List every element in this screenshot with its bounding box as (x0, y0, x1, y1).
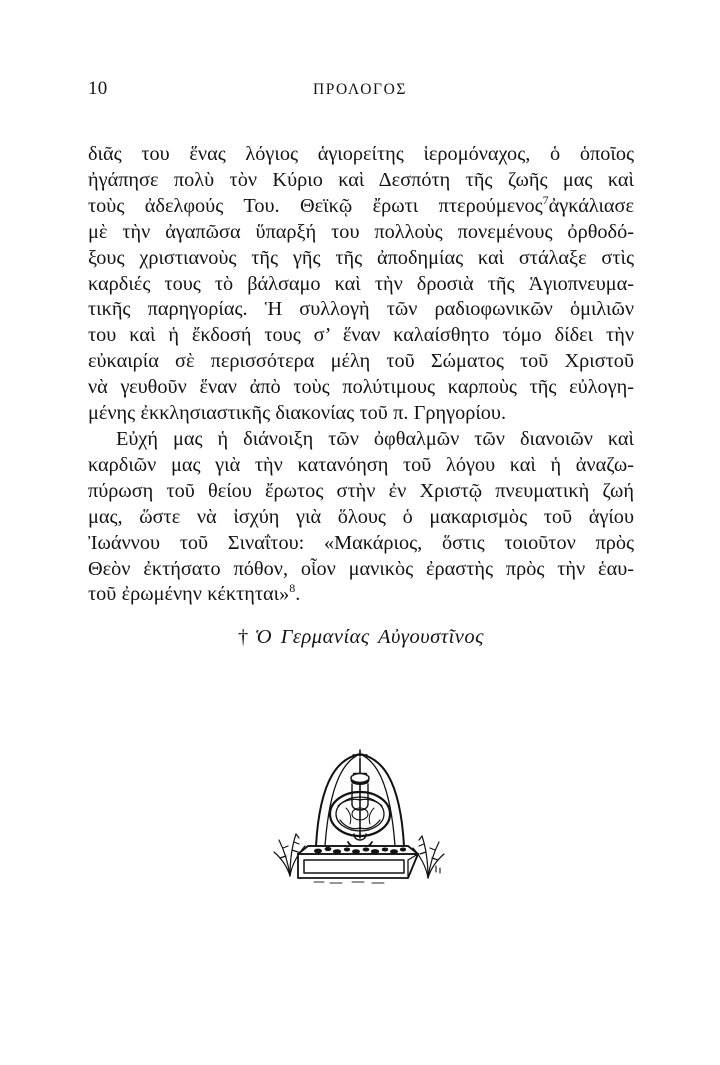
text-line: Ἰωάννου τοῦ Σιναΐτου: «Μακάριος, ὅστις τοιοῦτον πρὸς (88, 531, 634, 554)
page-number: 10 (88, 78, 108, 99)
text-line-part: . (295, 583, 301, 606)
cross-glyph: † (238, 626, 249, 648)
text-line: διᾶς του ἕνας λόγιος ἁγιορείτης ἱερομόναχος, ὁ ὁποῖος (88, 143, 634, 165)
text-line: Εὐχή μας ἡ διάνοιξη τῶν ὀφθαλμῶν τῶν διανοιῶν καὶ (116, 427, 634, 450)
running-head (88, 78, 632, 100)
text-line: ξους χριστιανοὺς τῆς γῆς τῆς ἀποδημίας καὶ στάλαξε στὶς (88, 246, 634, 269)
body-text (88, 142, 634, 608)
text-line: εὐκαιρία σὲ περισσότερα μέλη τοῦ Σώματος τοῦ Χριστοῦ (88, 350, 634, 373)
text-line-with-footnote (88, 194, 634, 220)
paragraph-2 (88, 427, 634, 608)
text-line: καρδιῶν μας γιὰ τὴν κατανόηση τοῦ λόγου καὶ ἡ ἀναζω- (88, 453, 634, 476)
text-line: καρδιές τους τὸ βάλσαμο καὶ τὴν δροσιὰ τῆς Ἁγιοπνευμα- (88, 272, 634, 295)
footnote-marker: 7 (542, 193, 549, 208)
signatory-name: Ὁ Γερμανίας Αὐγουστῖνος (254, 626, 484, 648)
footnote-marker: 8 (289, 581, 296, 596)
running-head-title: ΠΡΟΛΟΓΟΣ (312, 81, 408, 98)
text-line: του καὶ ἡ ἔκδοσή τους σ’ ἕναν καλαίσθητο τόμο δίδει τὴν (88, 324, 634, 347)
fountain-illustration (268, 742, 452, 892)
text-line-with-footnote (88, 582, 634, 608)
text-line-part: τοῦ ἐρωμένην κέκτηται» (88, 583, 290, 606)
text-line-part: τοὺς ἀδελφούς Του. Θεϊκῷ ἔρωτι πτερούμενος (88, 194, 543, 217)
text-line: μας, ὥστε νὰ ἰσχύη γιὰ ὅλους ὁ μακαρισμὸς τοῦ ἁγίου (88, 505, 634, 528)
text-line: ἠγάπησε πολὺ τὸν Κύριο καὶ Δεσπότη τῆς ζωῆς μας καὶ (88, 168, 634, 191)
text-line: μὲ τὴν ἀγαπῶσα ὕπαρξή του πολλοὺς πονεμένους ὀρθοδό- (88, 220, 634, 243)
text-line: μένης ἐκκλησιαστικῆς διακονίας τοῦ π. Γρηγορίου. (88, 402, 507, 425)
text-line: τικῆς παρηγορίας. Ἡ συλλογὴ τῶν ραδιοφωνικῶν ὁμιλιῶν (88, 298, 634, 321)
signature-line (88, 626, 634, 649)
text-line: νὰ γευθοῦν ἕναν ἀπὸ τοὺς πολύτιμους καρποὺς τῆς εὐλογη- (88, 376, 634, 399)
text-line-part: ἀγκάλιασε (548, 194, 634, 217)
paragraph-1 (88, 142, 634, 427)
text-line: πύρωση τοῦ θείου ἔρωτος στὴν ἐν Χριστῷ πνευματικὴ ζωή (88, 479, 634, 502)
text-line: Θεὸν ἐκτήσατο πόθον, οἷον μανικὸς ἐραστὴς πρὸς τὴν ἑαυ- (88, 557, 634, 580)
